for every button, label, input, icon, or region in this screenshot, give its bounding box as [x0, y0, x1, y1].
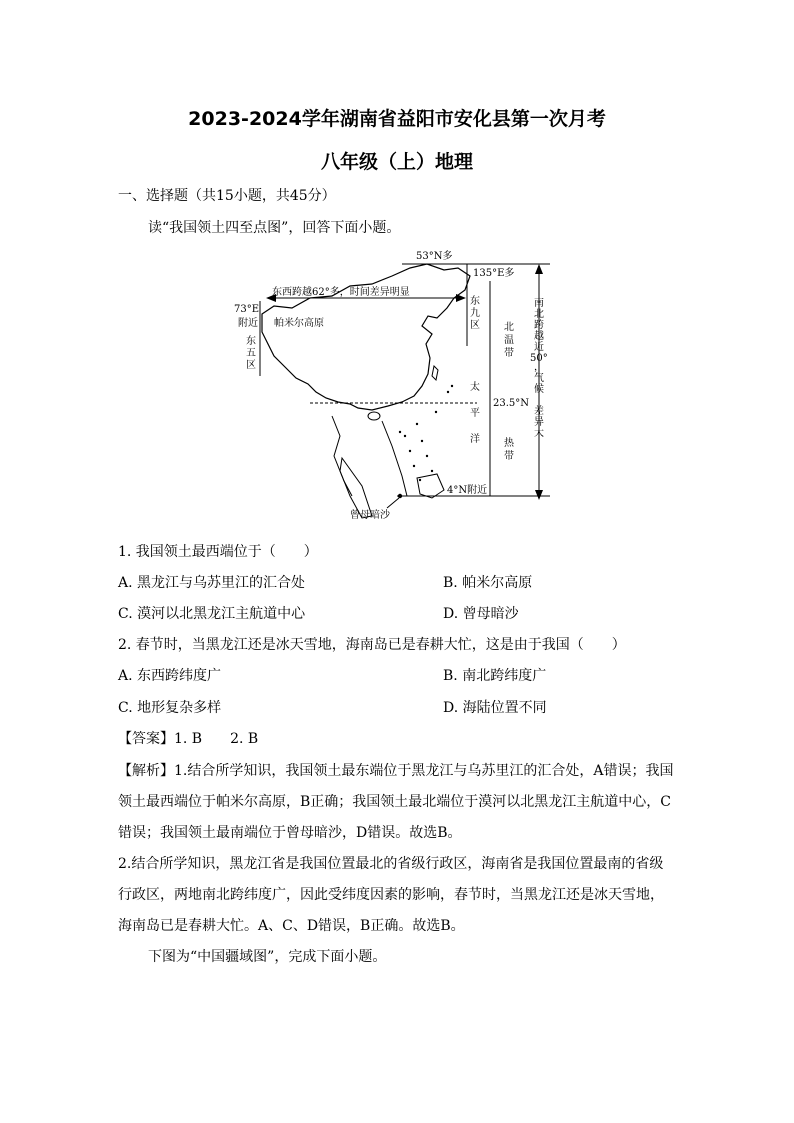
- analysis-line-1: 【解析】1.结合所学知识，我国领土最东端位于黑龙江与乌苏里江的汇合处，A错误；我国: [118, 763, 674, 779]
- label-east9-c2: 九: [470, 308, 480, 319]
- sumatra-island: [340, 458, 372, 518]
- label-east5-c1: 东: [246, 336, 256, 347]
- side-char: 南: [534, 298, 544, 309]
- side-char: 气: [534, 373, 544, 384]
- label-west-near: 附近: [238, 318, 258, 329]
- label-east9-c3: 区: [470, 320, 480, 331]
- exam-subtitle: 八年级（上）地理: [320, 151, 473, 173]
- label-north-temp-c3: 带: [504, 348, 514, 359]
- answer-line: 【答案】1. B 2. B: [118, 731, 259, 747]
- exam-title: 2023-2024学年湖南省益阳市安化县第一次月考: [188, 108, 606, 130]
- side-char: 北: [534, 309, 544, 320]
- question-2-option-b: B. 南北跨纬度广: [443, 668, 547, 684]
- label-53n: 53°N多: [416, 251, 453, 262]
- label-tropic: 23.5°N: [493, 398, 530, 409]
- intro-text-1: 读“我国领土四至点图”，回答下面小题。: [148, 220, 401, 236]
- label-zengmu: 曾母暗沙: [350, 510, 390, 521]
- question-1-option-b: B. 帕米尔高原: [443, 575, 533, 591]
- intro-text-2: 下图为“中国疆域图”，完成下面小题。: [148, 949, 387, 965]
- taiwan-island: [432, 366, 438, 380]
- label-pacific-c2: 平: [470, 408, 480, 419]
- indochina-coast: [332, 416, 352, 496]
- label-73e: 73°E: [234, 304, 260, 315]
- side-char: 大: [534, 428, 544, 439]
- label-east5-c2: 五: [246, 348, 256, 359]
- hainan-island: [368, 412, 380, 420]
- label-east9-c1: 东: [470, 296, 480, 307]
- side-char: 候: [534, 384, 544, 395]
- borneo-island: [417, 474, 444, 498]
- label-north-temp-c2: 温: [504, 335, 514, 346]
- label-north-temp-c1: 北: [504, 322, 514, 333]
- label-135e: 135°E多: [473, 268, 515, 279]
- question-1-option-d: D. 曾母暗沙: [443, 606, 519, 622]
- question-2-option-d: D. 海陆位置不同: [443, 700, 547, 716]
- side-char: 差: [534, 406, 544, 417]
- side-char: 近: [534, 342, 544, 353]
- label-east-west-span: 东西跨越62°多，时间差异明显: [272, 287, 410, 298]
- question-2-stem: 2. 春节时，当黑龙江还是冰天雪地，海南岛已是春耕大忙，这是由于我国（ ）: [118, 637, 626, 653]
- side-char: 跨: [534, 320, 544, 331]
- analysis-line-5: 行政区，两地南北跨纬度广，因此受纬度因素的影响，春节时，当黑龙江还是冰天雪地，: [118, 887, 664, 903]
- analysis-line-4: 2.结合所学知识，黑龙江省是我国位置最北的省级行政区，海南省是我国位置最南的省级: [118, 856, 664, 872]
- label-pacific-c3: 洋: [470, 434, 480, 445]
- label-4n: 4°N附近: [447, 485, 488, 496]
- label-east5-c3: 区: [246, 360, 256, 371]
- zengmu-pointer: [387, 498, 399, 508]
- arrow-up-icon: [535, 264, 543, 274]
- question-2-option-a: A. 东西跨纬度广: [118, 668, 222, 684]
- zengmu-point: [398, 494, 402, 498]
- question-1-stem: 1. 我国领土最西端位于（ ）: [118, 544, 318, 560]
- side-char: 越: [534, 331, 544, 342]
- question-1-option-a: A. 黑龙江与乌苏里江的汇合处: [118, 575, 306, 591]
- question-2-option-c: C. 地形复杂多样: [118, 700, 222, 716]
- side-char: 50°: [530, 353, 548, 364]
- side-char: 异: [534, 417, 544, 428]
- label-tropics-c2: 带: [504, 451, 514, 462]
- side-vertical-label: [530, 296, 548, 439]
- arrow-down-icon: [535, 490, 543, 500]
- analysis-line-2: 领土最西端位于帕米尔高原，B正确；我国领土最北端位于漠河以北黑龙江主航道中心，C: [118, 794, 671, 810]
- china-outline: [262, 264, 470, 410]
- china-extremities-map: [222, 246, 550, 524]
- side-char: ，: [534, 362, 544, 373]
- label-pamir: 帕米尔高原: [274, 318, 324, 329]
- label-pacific-c1: 太: [470, 382, 480, 393]
- vietnam-coast: [382, 421, 407, 496]
- analysis-line-6: 海南岛已是春耕大忙。A、C、D错误，B正确。故选B。: [118, 918, 465, 934]
- label-tropics-c1: 热: [504, 438, 514, 449]
- section-heading: 一、选择题（共15小题，共45分）: [118, 188, 336, 204]
- analysis-line-3: 错误；我国领土最南端位于曾母暗沙，D错误。故选B。: [118, 825, 462, 841]
- question-1-option-c: C. 漠河以北黑龙江主航道中心: [118, 606, 306, 622]
